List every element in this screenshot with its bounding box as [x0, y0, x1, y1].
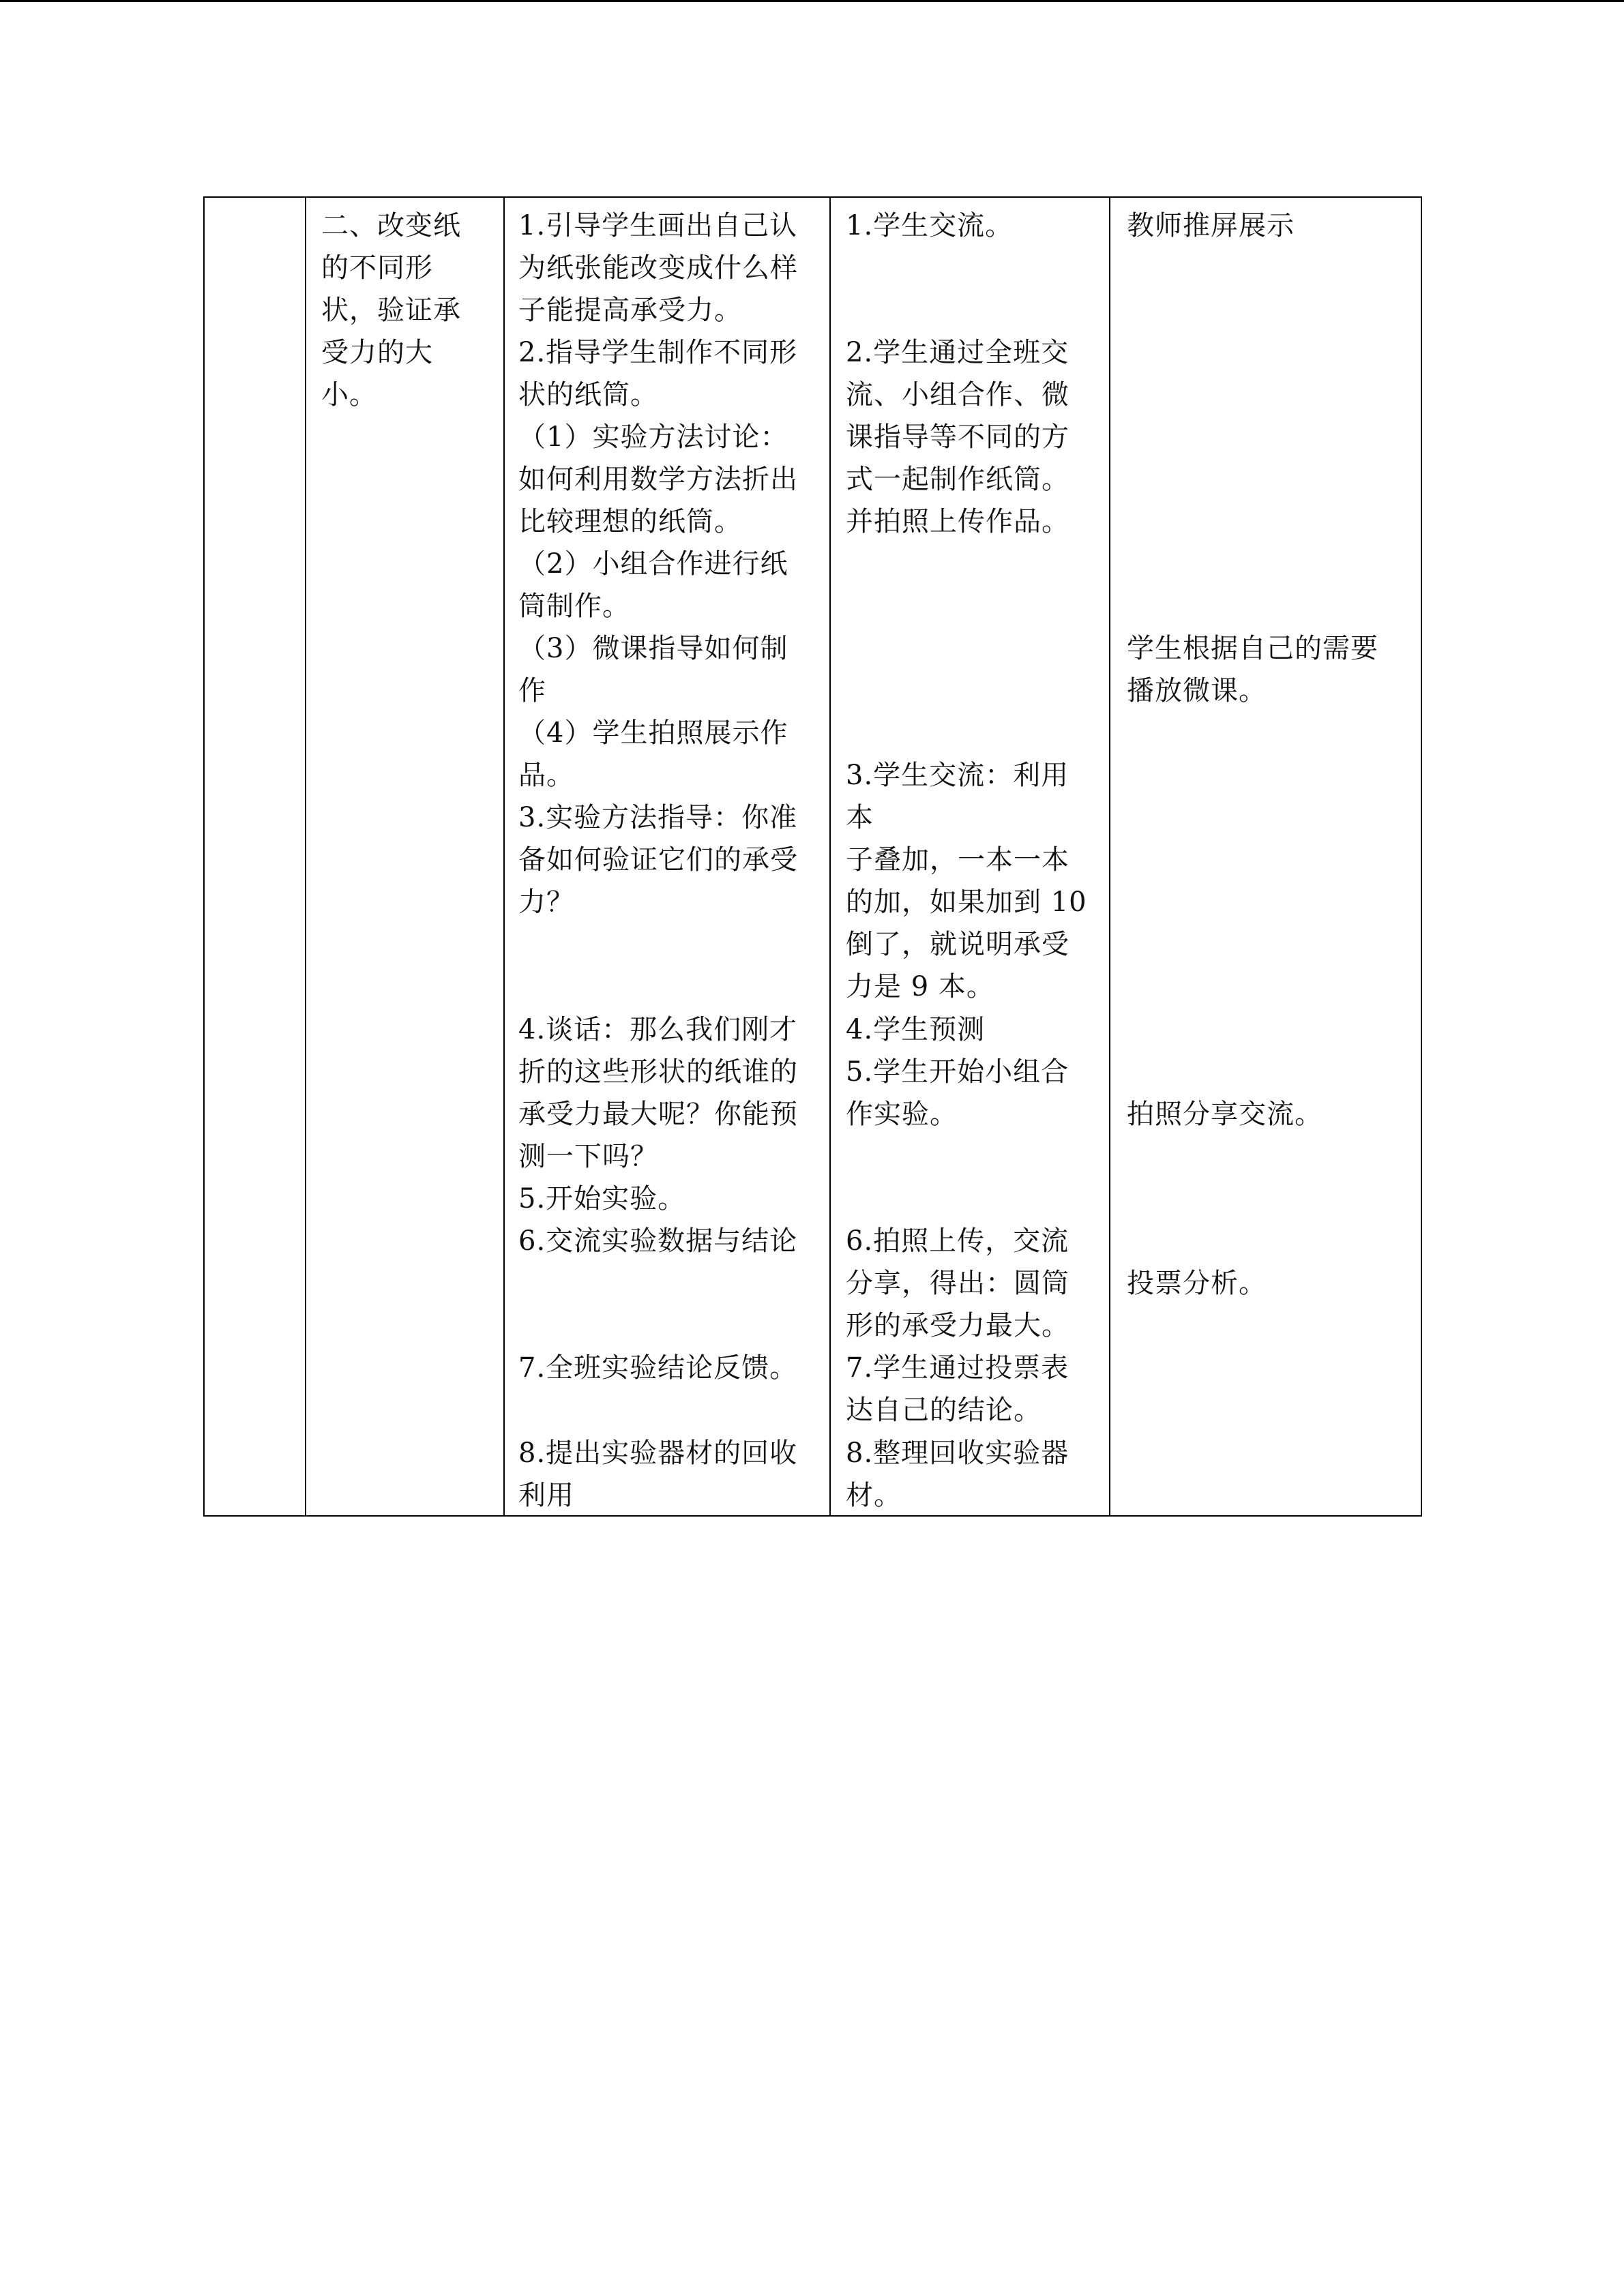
step-text-line: 状，验证承: [321, 295, 461, 326]
teacher-text-line: 1.引导学生画出自己认: [518, 210, 798, 241]
teacher-text-line: 4.谈话：那么我们刚才: [518, 1014, 798, 1045]
teacher-text-line: 为纸张能改变成什么样: [518, 252, 798, 284]
table-column-tech-notes: [1109, 198, 1423, 1515]
student-text-line: 形的承受力最大。: [846, 1310, 1069, 1341]
tech-note-line: 投票分析。: [1127, 1268, 1267, 1299]
teacher-text-line: 状的纸筒。: [518, 379, 658, 411]
step-text-line: 的不同形: [321, 252, 433, 284]
teacher-text-line: 承受力最大呢？你能预: [518, 1099, 798, 1130]
teacher-text-line: 6.交流实验数据与结论: [518, 1225, 798, 1257]
step-text-line: 二、改变纸: [321, 210, 461, 241]
student-text-line: 流、小组合作、微: [846, 379, 1069, 411]
student-text-line: 3.学生交流：利用: [846, 760, 1069, 791]
teacher-text-line: 备如何验证它们的承受: [518, 844, 798, 876]
teacher-text-line: （1）实验方法讨论：: [518, 421, 788, 453]
table-column-step: [305, 198, 503, 1515]
student-text-line: 倒了，就说明承受: [846, 929, 1069, 960]
teacher-text-line: （3）微课指导如何制: [518, 633, 788, 664]
teacher-text-line: 7.全班实验结论反馈。: [518, 1352, 798, 1384]
student-text-line: 4.学生预测: [846, 1014, 986, 1045]
student-text-line: 课指导等不同的方: [846, 421, 1069, 453]
student-text-line: 5.学生开始小组合: [846, 1056, 1069, 1088]
teacher-text-line: 5.开始实验。: [518, 1183, 686, 1214]
teacher-text-line: 比较理想的纸筒。: [518, 506, 742, 537]
tech-note-line: 播放微课。: [1127, 675, 1267, 706]
page-top-border: [0, 0, 1624, 2]
student-text-line: 6.拍照上传，交流: [846, 1225, 1069, 1257]
lesson-plan-table: [203, 196, 1422, 1517]
teacher-text-line: 测一下吗？: [518, 1141, 658, 1172]
teacher-text-line: 作: [518, 675, 546, 706]
student-text-line: 并拍照上传作品。: [846, 506, 1069, 537]
tech-note-line: 拍照分享交流。: [1127, 1099, 1323, 1130]
student-text-line: 1.学生交流。: [846, 210, 1014, 241]
teacher-text-line: 力？: [518, 886, 574, 918]
step-text-line: 小。: [321, 379, 377, 411]
teacher-text-line: 子能提高承受力。: [518, 295, 742, 326]
student-text-line: 的加，如果加到 10: [846, 886, 1087, 918]
student-text-line: 式一起制作纸筒。: [846, 464, 1069, 495]
student-text-line: 子叠加，一本一本: [846, 844, 1069, 876]
teacher-text-line: 如何利用数学方法折出: [518, 464, 798, 495]
student-text-line: 作实验。: [846, 1099, 958, 1130]
tech-note-line: 学生根据自己的需要: [1127, 633, 1378, 664]
student-text-line: 2.学生通过全班交: [846, 337, 1069, 368]
teacher-text-line: 折的这些形状的纸谁的: [518, 1056, 798, 1088]
table-column-student-activity: [829, 198, 1109, 1515]
teacher-text-line: 利用: [518, 1480, 574, 1511]
table-column-stage: [205, 198, 305, 1515]
teacher-text-line: 8.提出实验器材的回收: [518, 1437, 798, 1469]
teacher-text-line: 筒制作。: [518, 591, 630, 622]
step-text-line: 受力的大: [321, 337, 433, 368]
student-text-line: 达自己的结论。: [846, 1395, 1042, 1426]
student-text-line: 8.整理回收实验器: [846, 1437, 1069, 1469]
tech-note-line: 教师推屏展示: [1127, 210, 1295, 241]
student-text-line: 7.学生通过投票表: [846, 1352, 1069, 1384]
teacher-text-line: （4）学生拍照展示作: [518, 717, 788, 749]
student-text-line: 力是 9 本。: [846, 971, 994, 1002]
teacher-text-line: 3.实验方法指导：你准: [518, 802, 798, 833]
student-text-line: 材。: [846, 1480, 902, 1511]
table-column-teacher-activity: [503, 198, 829, 1515]
student-text-line: 本: [846, 802, 874, 833]
teacher-text-line: 2.指导学生制作不同形: [518, 337, 798, 368]
teacher-text-line: 品。: [518, 760, 574, 791]
teacher-text-line: （2）小组合作进行纸: [518, 548, 788, 580]
student-text-line: 分享，得出：圆筒: [846, 1268, 1069, 1299]
